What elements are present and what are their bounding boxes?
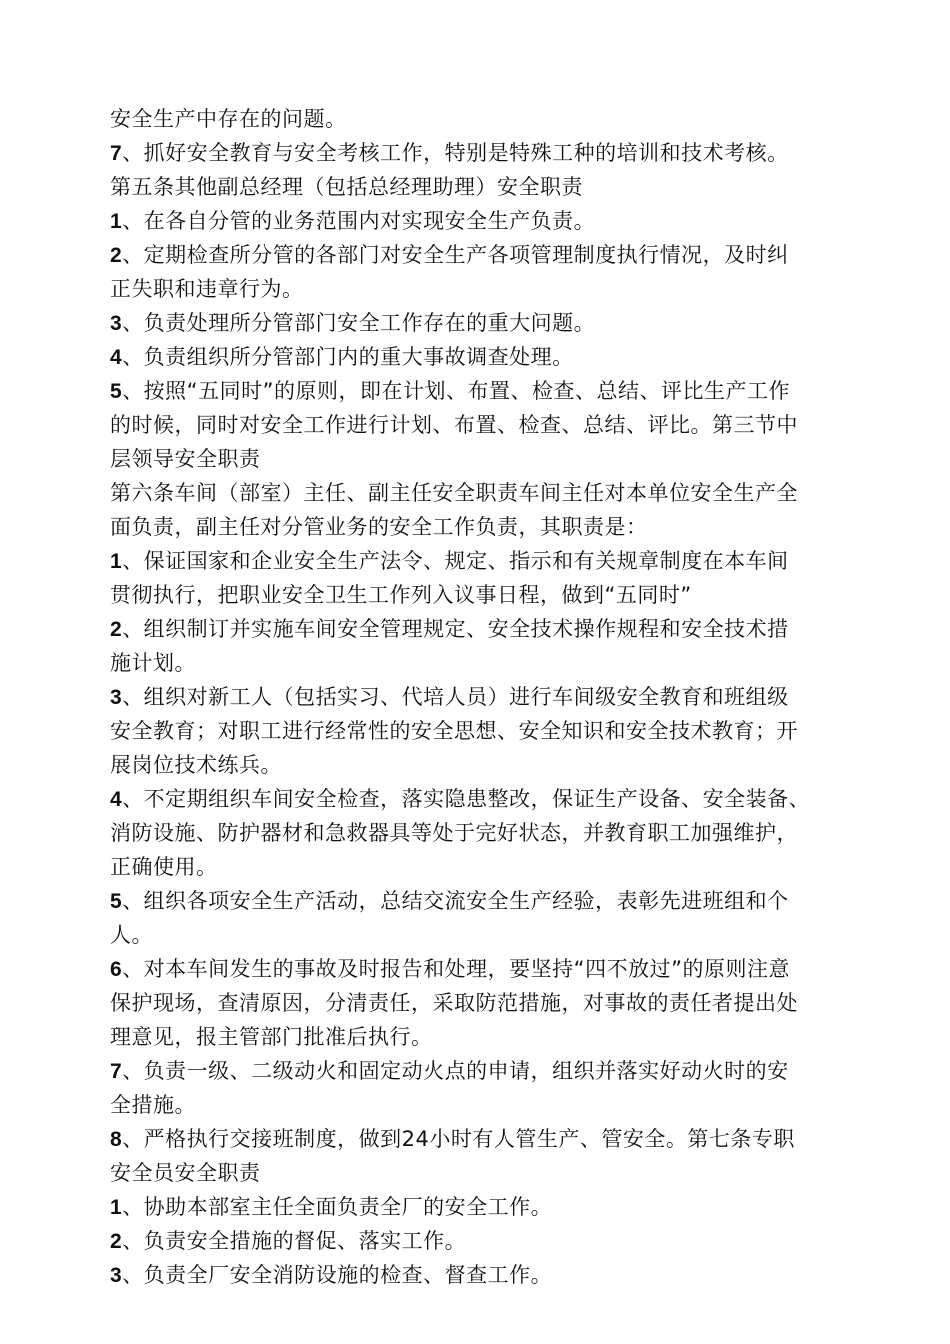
item-number: 2 bbox=[110, 244, 123, 267]
text-line bbox=[110, 884, 860, 918]
text-line bbox=[110, 918, 860, 952]
item-number: 4 bbox=[110, 346, 123, 369]
line-text: 正失职和违章行为。 bbox=[110, 277, 304, 301]
text-line bbox=[110, 612, 860, 646]
item-number: 3 bbox=[110, 312, 123, 335]
item-number: 1 bbox=[110, 1196, 123, 1219]
line-text: 、不定期组织车间安全检查，落实隐患整改，保证生产设备、安全装备、 bbox=[122, 787, 811, 811]
line-text: 、严格执行交接班制度，做到24小时有人管生产、管安全。第七条专职 bbox=[122, 1127, 795, 1151]
item-number: 5 bbox=[110, 380, 123, 403]
text-line bbox=[110, 102, 860, 136]
line-text: 第六条车间（部室）主任、副主任安全职责车间主任对本单位安全生产全 bbox=[110, 481, 798, 505]
line-text: 人。 bbox=[110, 923, 153, 947]
item-number: 3 bbox=[110, 1264, 123, 1287]
text-line bbox=[110, 272, 860, 306]
line-text: 、负责一级、二级动火和固定动火点的申请，组织并落实好动火时的安 bbox=[122, 1059, 789, 1083]
text-line bbox=[110, 170, 860, 204]
line-text: 、组织对新工人（包括实习、代培人员）进行车间级安全教育和班组级 bbox=[122, 685, 789, 709]
line-text: 、负责安全措施的督促、落实工作。 bbox=[122, 1229, 467, 1253]
line-text: 、定期检查所分管的各部门对安全生产各项管理制度执行情况，及时纠 bbox=[122, 243, 789, 267]
line-text: 安全生产中存在的问题。 bbox=[110, 107, 347, 131]
line-text: 、负责处理所分管部门安全工作存在的重大问题。 bbox=[122, 311, 596, 335]
text-line bbox=[110, 306, 860, 340]
text-line bbox=[110, 1122, 860, 1156]
text-line bbox=[110, 714, 860, 748]
item-number: 1 bbox=[110, 550, 123, 573]
text-line bbox=[110, 748, 860, 782]
line-text: 、组织各项安全生产活动，总结交流安全生产经验，表彰先进班组和个 bbox=[122, 889, 789, 913]
item-number: 7 bbox=[110, 1060, 123, 1083]
line-text: 安全员安全职责 bbox=[110, 1161, 261, 1185]
text-line bbox=[110, 1020, 860, 1054]
line-text: 、按照“五同时”的原则，即在计划、布置、检查、总结、评比生产工作 bbox=[122, 379, 790, 403]
text-line bbox=[110, 1054, 860, 1088]
line-text: 全措施。 bbox=[110, 1093, 196, 1117]
item-number: 6 bbox=[110, 958, 123, 981]
line-text: 、负责全厂安全消防设施的检查、督查工作。 bbox=[122, 1263, 553, 1287]
document-body bbox=[110, 102, 860, 1292]
item-number: 2 bbox=[110, 1230, 123, 1253]
line-text: 展岗位技术练兵。 bbox=[110, 753, 282, 777]
line-text: 、在各自分管的业务范围内对实现安全生产负责。 bbox=[122, 209, 596, 233]
text-line bbox=[110, 204, 860, 238]
text-line bbox=[110, 578, 860, 612]
line-text: 安全教育；对职工进行经常性的安全思想、安全知识和安全技术教育；开 bbox=[110, 719, 798, 743]
line-text: 、组织制订并实施车间安全管理规定、安全技术操作规程和安全技术措 bbox=[122, 617, 789, 641]
text-line bbox=[110, 1190, 860, 1224]
line-text: 层领导安全职责 bbox=[110, 447, 261, 471]
text-line bbox=[110, 374, 860, 408]
text-line bbox=[110, 408, 860, 442]
line-text: 贯彻执行，把职业安全卫生工作列入议事日程，做到“五同时” bbox=[110, 583, 692, 607]
item-number: 8 bbox=[110, 1128, 123, 1151]
line-text: 、对本车间发生的事故及时报告和处理，要坚持“四不放过”的原则注意 bbox=[122, 957, 790, 981]
text-line bbox=[110, 442, 860, 476]
item-number: 2 bbox=[110, 618, 123, 641]
line-text: 的时候，同时对安全工作进行计划、布置、检查、总结、评比。第三节中 bbox=[110, 413, 798, 437]
item-number: 3 bbox=[110, 686, 123, 709]
text-line bbox=[110, 986, 860, 1020]
text-line bbox=[110, 816, 860, 850]
text-line bbox=[110, 782, 860, 816]
line-text: 施计划。 bbox=[110, 651, 196, 675]
text-line bbox=[110, 1258, 860, 1292]
text-line bbox=[110, 510, 860, 544]
line-text: 正确使用。 bbox=[110, 855, 218, 879]
line-text: 面负责，副主任对分管业务的安全工作负责，其职责是： bbox=[110, 515, 648, 539]
text-line bbox=[110, 136, 860, 170]
line-text: 消防设施、防护器材和急救器具等处于完好状态，并教育职工加强维护， bbox=[110, 821, 798, 845]
text-line bbox=[110, 952, 860, 986]
text-line bbox=[110, 680, 860, 714]
text-line bbox=[110, 850, 860, 884]
item-number: 4 bbox=[110, 788, 123, 811]
text-line bbox=[110, 238, 860, 272]
text-line bbox=[110, 1156, 860, 1190]
text-line bbox=[110, 646, 860, 680]
item-number: 5 bbox=[110, 890, 123, 913]
text-line bbox=[110, 340, 860, 374]
line-text: 、抓好安全教育与安全考核工作，特别是特殊工种的培训和技术考核。 bbox=[122, 141, 789, 165]
line-text: 、负责组织所分管部门内的重大事故调查处理。 bbox=[122, 345, 574, 369]
line-text: 理意见，报主管部门批准后执行。 bbox=[110, 1025, 433, 1049]
text-line bbox=[110, 1224, 860, 1258]
line-text: 保护现场，查清原因，分清责任，采取防范措施，对事故的责任者提出处 bbox=[110, 991, 798, 1015]
text-line bbox=[110, 476, 860, 510]
line-text: 、协助本部室主任全面负责全厂的安全工作。 bbox=[122, 1195, 553, 1219]
text-line bbox=[110, 544, 860, 578]
item-number: 1 bbox=[110, 210, 123, 233]
text-line bbox=[110, 1088, 860, 1122]
line-text: 第五条其他副总经理（包括总经理助理）安全职责 bbox=[110, 175, 583, 199]
line-text: 、保证国家和企业安全生产法令、规定、指示和有关规章制度在本车间 bbox=[122, 549, 789, 573]
item-number: 7 bbox=[110, 142, 123, 165]
